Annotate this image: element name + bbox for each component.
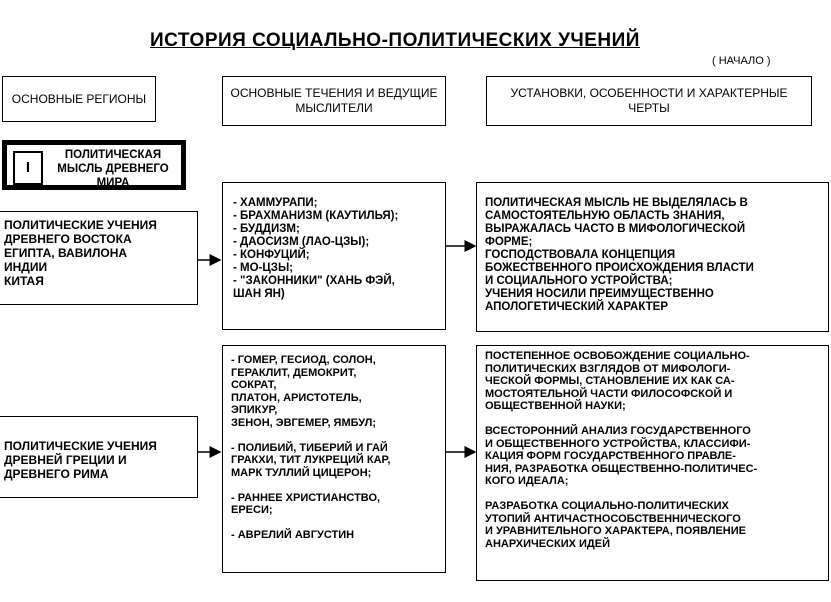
row2-currents: - ГОМЕР, ГЕСИОД, СОЛОН, ГЕРАКЛИТ, ДЕМОКРИТ, СОКРАТ, ПЛАТОН, АРИСТОТЕЛЬ, ЭПИКУР, ЗЕНОН, ЭВГЕМЕР, ЯМБУЛ; - ПОЛИБИЙ, ТИБЕРИЙ И ГАЙ ГРАКХИ, ТИТ ЛУКРЕЦИЙ КАР, МАРК ТУЛЛИЙ ЦИЦЕРОН; - РАННЕЕ ХРИСТИАНСТВО, ЕРЕСИ; - АВРЕЛИЙ АВГУСТИН [222,345,446,573]
row1-currents: - ХАММУРАПИ; - БРАХМАНИЗМ (КАУТИЛЬЯ); - БУДДИЗМ; - ДАОСИЗМ (ЛАО-ЦЗЫ); - КОНФУЦИЙ; - МО-ЦЗЫ; - "ЗАКОННИКИ" (ХАНЬ ФЭЙ, ШАН ЯН) [222,182,446,330]
diagram-title: ИСТОРИЯ СОЦИАЛЬНО-ПОЛИТИЧЕСКИХ УЧЕНИЙ [150,30,640,51]
row2-features: ПОСТЕПЕННОЕ ОСВОБОЖДЕНИЕ СОЦИАЛЬНО- ПОЛИТИЧЕСКИХ ВЗГЛЯДОВ ОТ МИФОЛОГИ- ЧЕСКОЙ ФОРМЫ, СТАНОВЛЕНИЕ ИХ КАК СА- МОСТОЯТЕЛЬНОЙ ЧАСТИ ФИЛОСОФСКОЙ И ОБЩЕСТВЕННОЙ НАУКИ; ВСЕСТОРОННИЙ АНАЛИЗ ГОСУДАРСТВЕННОГО И ОБЩЕСТВЕННОГО УСТРОЙСТВА, КЛАССИФИ- КАЦИЯ ФОРМ ГОСУДАРСТВЕННОГО ПРАВЛЕ- НИЯ, РАЗРАБОТКА ОБЩЕСТВЕННО-ПОЛИТИЧЕС- КОГО ИДЕАЛА; РАЗРАБОТКА СОЦИАЛЬНО-ПОЛИТИЧЕСКИХ УТОПИЙ АНТИЧАСТНОСОБСТВЕННИЧЕСКОГО И УРАВНИТЕЛЬНОГО ХАРАКТЕРА, ПОЯВЛЕНИЕ АНАРХИЧЕСКИХ ИДЕЙ [476,345,829,581]
header-regions: ОСНОВНЫЕ РЕГИОНЫ [2,76,156,122]
section-number: I [13,151,43,185]
diagram-subtitle: ( НАЧАЛО ) [712,55,771,67]
header-currents: ОСНОВНЫЕ ТЕЧЕНИЯ И ВЕДУЩИЕ МЫСЛИТЕЛИ [222,76,446,126]
row2-region: ПОЛИТИЧЕСКИЕ УЧЕНИЯ ДРЕВНЕЙ ГРЕЦИИ И ДРЕВНЕГО РИМА [0,416,198,498]
row1-region: ПОЛИТИЧЕСКИЕ УЧЕНИЯ ДРЕВНЕГО ВОСТОКА ЕГИПТА, ВАВИЛОНА ИНДИИ КИТАЯ [0,211,198,305]
section-label: ПОЛИТИЧЕСКАЯ МЫСЛЬ ДРЕВНЕГО МИРА [57,149,169,189]
header-features: УСТАНОВКИ, ОСОБЕННОСТИ И ХАРАКТЕРНЫЕ ЧЕРТЫ [486,76,812,126]
row1-features: ПОЛИТИЧЕСКАЯ МЫСЛЬ НЕ ВЫДЕЛЯЛАСЬ В САМОСТОЯТЕЛЬНУЮ ОБЛАСТЬ ЗНАНИЯ, ВЫРАЖАЛАСЬ ЧАСТО В МИФОЛОГИЧЕСКОЙ ФОРМЕ; ГОСПОДСТВОВАЛА КОНЦЕПЦИЯ БОЖЕСТВЕННОГО ПРОИСХОЖДЕНИЯ ВЛАСТИ И СОЦИАЛЬНОГО УСТРОЙСТВА; УЧЕНИЯ НОСИЛИ ПРЕИМУЩЕСТВЕННО АПОЛОГЕТИЧЕСКИЙ ХАРАКТЕР [476,182,829,332]
